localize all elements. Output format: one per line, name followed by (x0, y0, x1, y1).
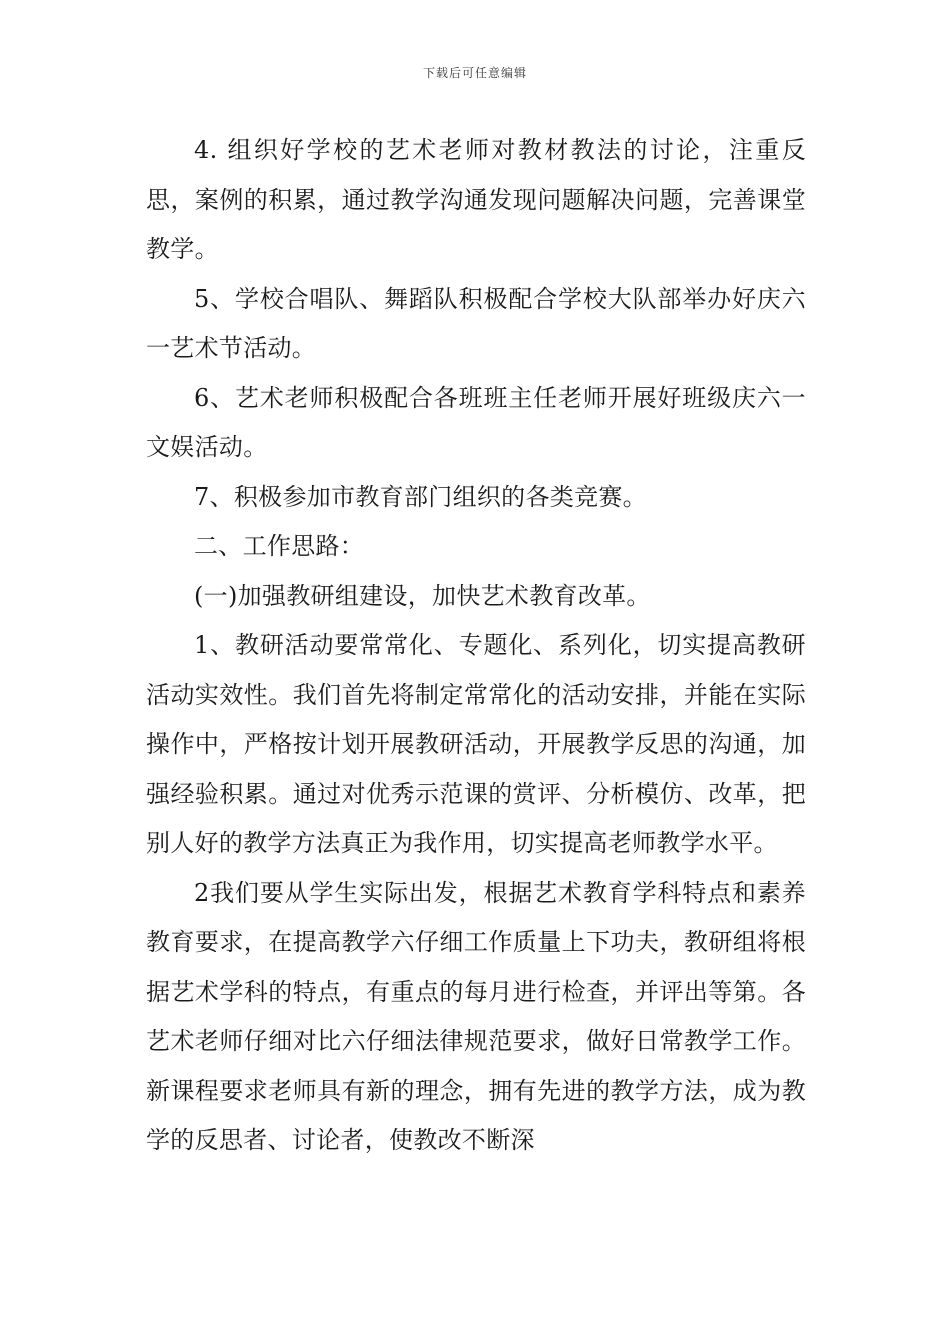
subsection-heading-1: (一)加强教研组建设，加快艺术教育改革。 (194, 581, 651, 610)
page-header-note: 下载后可任意编辑 (422, 66, 527, 80)
section-heading-work-ideas: 二、工作思路： (194, 532, 365, 560)
paragraph-item-6: 6、艺术老师积极配合各班班主任老师开展好班级庆六一文娱活动。 (146, 383, 806, 461)
paragraph-item-5: 5、学校合唱队、舞蹈队积极配合学校大队部举办好庆六一艺术节活动。 (146, 284, 806, 362)
paragraph-research-activities: 1、教研活动要常常化、专题化、系列化，切实提高教研活动实效性。我们首先将制定常常化的活动安排，并能在实际操作中，严格按计划开展教研活动，开展教学反思的沟通，加强经验积累。通过对优秀示范课的赏评、分析模仿、改革，把别人好的教学方法真正为我作用，切实提高老师教学水平。 (146, 631, 806, 857)
document-body (146, 126, 806, 1166)
paragraph-item-4: 4. 组织好学校的艺术老师对教材教法的讨论，注重反思，案例的积累，通过教学沟通发现问题解决问题，完善课堂教学。 (146, 136, 806, 263)
paragraph-item-7: 7、积极参加市教育部门组织的各类竞赛。 (194, 482, 647, 511)
paragraph-student-reality: 2我们要从学生实际出发，根据艺术教育学科特点和素养教育要求，在提高教学六仔细工作质量上下功夫，教研组将根据艺术学科的特点，有重点的每月进行检查，并评出等第。各艺术老师仔细对比六仔细法律规范要求，做好日常教学工作。新课程要求老师具有新的理念，拥有先进的教学方法，成为教学的反思者、讨论者，使教改不断深 (146, 878, 806, 1154)
